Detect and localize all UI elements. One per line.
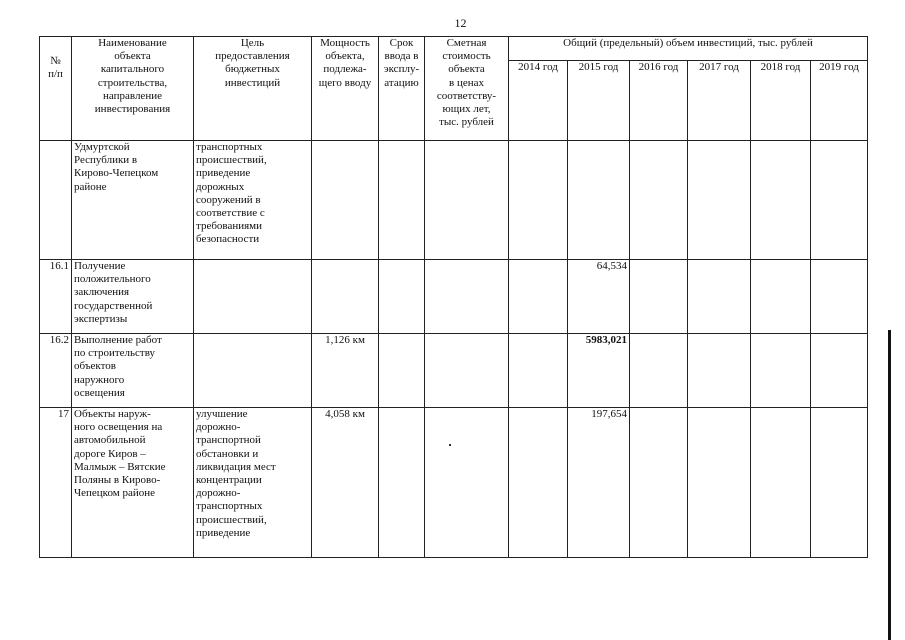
page-number: 12 bbox=[454, 16, 467, 30]
row-name: Получение положительного заключения государственной экспертизы bbox=[72, 260, 194, 334]
row-y2015 bbox=[568, 141, 630, 260]
row-cost bbox=[425, 408, 509, 558]
row-y2017 bbox=[688, 260, 751, 334]
row-num: 16.2 bbox=[40, 334, 72, 408]
row-capacity bbox=[312, 141, 379, 260]
row-y2019 bbox=[811, 408, 868, 558]
row-cost bbox=[425, 141, 509, 260]
header-name: Наименование объекта капитального строительства, направление инвестирования bbox=[72, 37, 194, 141]
header-cost: Сметная стоимость объекта в ценах соответству- ющих лет, тыс. рублей bbox=[425, 37, 509, 141]
row-y2016 bbox=[630, 141, 688, 260]
row-y2014 bbox=[509, 260, 568, 334]
row-y2014 bbox=[509, 408, 568, 558]
investment-table bbox=[39, 36, 868, 558]
row-y2014 bbox=[509, 334, 568, 408]
row-term bbox=[379, 141, 425, 260]
header-year-2019: 2019 год bbox=[811, 61, 868, 141]
row-capacity bbox=[312, 260, 379, 334]
row-y2017 bbox=[688, 141, 751, 260]
row-y2018 bbox=[751, 334, 811, 408]
row-term bbox=[379, 334, 425, 408]
row-num: 16.1 bbox=[40, 260, 72, 334]
header-year-2017: 2017 год bbox=[688, 61, 751, 141]
row-cost bbox=[425, 334, 509, 408]
row-capacity: 4,058 км bbox=[312, 408, 379, 558]
header-year-2016: 2016 год bbox=[630, 61, 688, 141]
row-cost bbox=[425, 260, 509, 334]
row-y2019 bbox=[811, 260, 868, 334]
table-row bbox=[40, 334, 868, 408]
row-capacity: 1,126 км bbox=[312, 334, 379, 408]
row-y2015: 5983,021 bbox=[568, 334, 630, 408]
header-year-2015: 2015 год bbox=[568, 61, 630, 141]
header-year-2014: 2014 год bbox=[509, 61, 568, 141]
row-y2016 bbox=[630, 260, 688, 334]
row-name: Удмуртской Республики в Кирово-Чепецком районе bbox=[72, 141, 194, 260]
row-num bbox=[40, 141, 72, 260]
scan-speck bbox=[449, 444, 451, 446]
row-y2014 bbox=[509, 141, 568, 260]
row-goal bbox=[194, 260, 312, 334]
header-year-2018: 2018 год bbox=[751, 61, 811, 141]
row-y2016 bbox=[630, 408, 688, 558]
header-num: № п/п bbox=[40, 37, 72, 141]
header-goal: Цель предоставления бюджетных инвестиций bbox=[194, 37, 312, 141]
row-goal: транспортных происшествий, приведение дорожных сооружений в соответствие с требованиями безопасности bbox=[194, 141, 312, 260]
row-y2019 bbox=[811, 334, 868, 408]
row-term bbox=[379, 408, 425, 558]
row-y2016 bbox=[630, 334, 688, 408]
header-total-group: Общий (предельный) объем инвестиций, тыс. рублей bbox=[509, 37, 868, 61]
header-capacity: Мощность объекта, подлежа- щего вводу bbox=[312, 37, 379, 141]
scan-edge-bar bbox=[888, 330, 891, 640]
table-row bbox=[40, 260, 868, 334]
row-y2018 bbox=[751, 260, 811, 334]
row-y2017 bbox=[688, 408, 751, 558]
row-y2015: 197,654 bbox=[568, 408, 630, 558]
row-goal bbox=[194, 334, 312, 408]
header-term: Срок ввода в эксплу- атацию bbox=[379, 37, 425, 141]
row-name: Выполнение работ по строительству объектов наружного освещения bbox=[72, 334, 194, 408]
row-y2019 bbox=[811, 141, 868, 260]
table-row bbox=[40, 141, 868, 260]
row-y2017 bbox=[688, 334, 751, 408]
row-y2018 bbox=[751, 141, 811, 260]
row-name: Объекты наруж- ного освещения на автомобильной дороге Киров – Малмыж – Вятские Поляны в Кирово- Чепецком районе bbox=[72, 408, 194, 558]
row-term bbox=[379, 260, 425, 334]
table-row bbox=[40, 408, 868, 558]
row-y2015: 64,534 bbox=[568, 260, 630, 334]
row-num: 17 bbox=[40, 408, 72, 558]
row-goal: улучшение дорожно- транспортной обстановки и ликвидация мест концентрации дорожно- транспортных происшествий, приведение bbox=[194, 408, 312, 558]
row-y2018 bbox=[751, 408, 811, 558]
